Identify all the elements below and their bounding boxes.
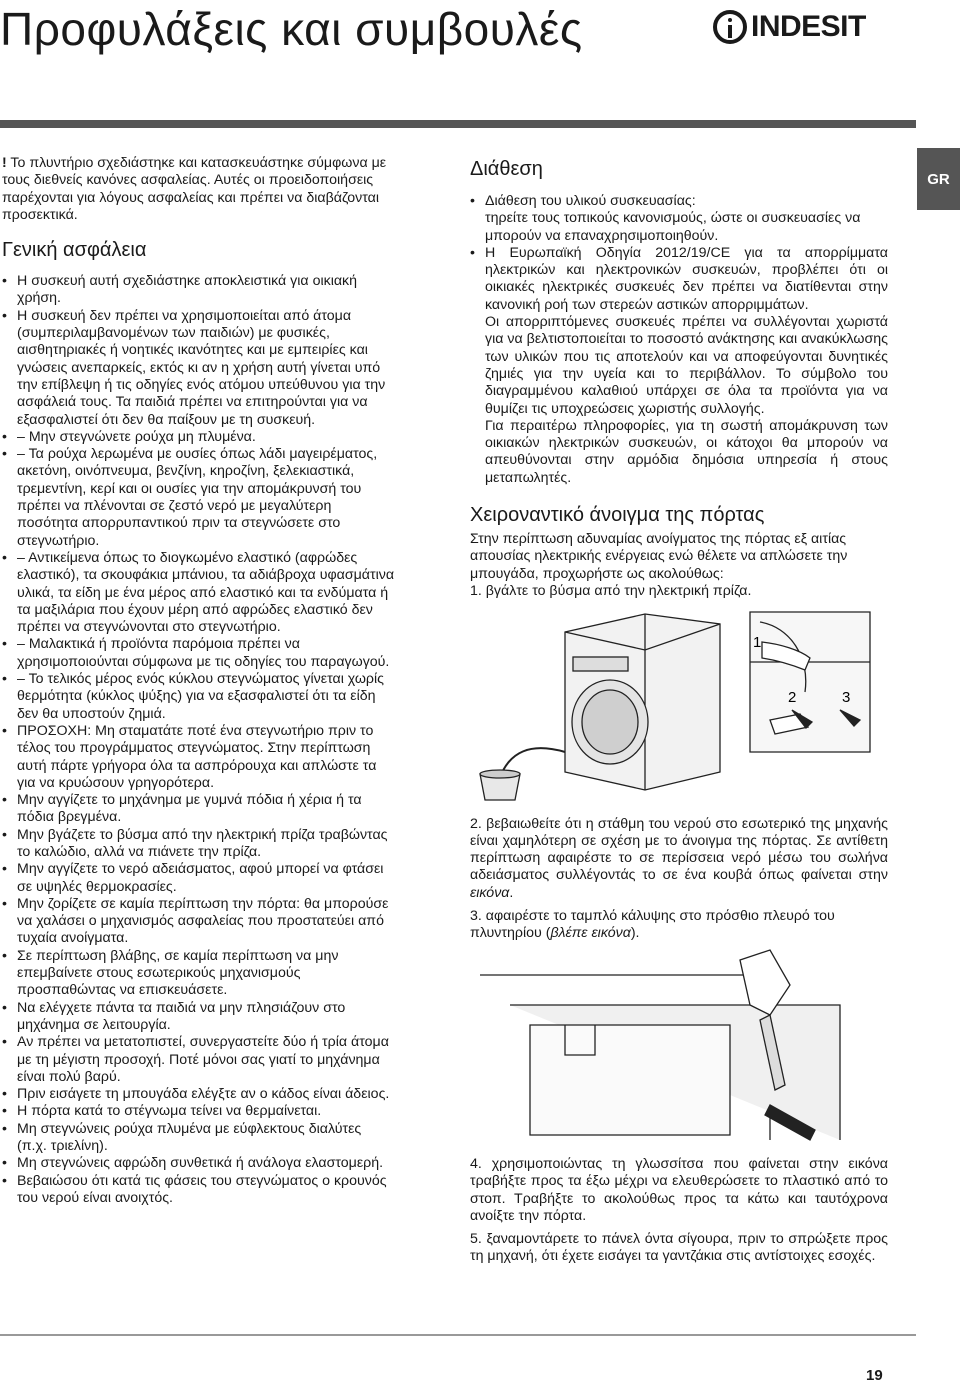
door-intro: Στην περίπτωση αδυναμίας ανοίγματος της πόρτας εξ αιτίας απουσίας ηλεκτρικής ενέργειας ενώ θέλετε να απλώσετε την μπουγάδα, προχωρήστε ως ακολούθως: — [470, 531, 848, 582]
list-item-text: Το τελικός μέρος ενός κύκλου στεγνώματος γίνεται χωρίς θερμότητα (κύκλος ψύξης) για να εξασφαλιστεί ότι τα είδη δεν θα υποστούν ζημιά. — [17, 671, 384, 722]
footer-rule — [0, 1334, 916, 1336]
list-item — [2, 429, 395, 446]
intro-paragraph — [2, 155, 395, 224]
step-3-text: 3. αφαιρέστε το ταμπλό κάλυψης στο πρόσθιο πλευρό του πλυντηρίου ( — [470, 908, 835, 942]
list-item — [2, 550, 395, 636]
safety-list — [2, 273, 395, 1207]
list-item — [470, 245, 888, 487]
list-item-text: Μην στεγνώνετε ρούχα μη πλυμένα. — [28, 428, 256, 445]
list-item-text: Τα ρούχα λερωμένα με ουσίες όπως λάδι μαγειρέματος, ακετόνη, οινόπνευμα, βενζίνη, κηροζίνη, ξελεκιαστικά, τρεμεντίνη, κερί και οι ουσίες για την απομάκρυνσή του πρέπει να πλένονται σε ζεστό νερό με μεγαλύτερη ποσότητα απορρυπαντικού πριν τα στεγνώσετε στο στεγνωτήριο. — [17, 446, 378, 549]
indesit-logo-icon — [713, 10, 747, 44]
intro-text: Το πλυντήριο σχεδιάστηκε και κατασκευάστηκε σύμφωνα με τους διεθνείς κανόνες ασφαλείας. Αυτές οι προειδοποιήσεις παρέχονται για λόγους ασφαλείας και πρέπει να διαβάζονται προσεκτικά. — [2, 155, 387, 223]
language-tab: GR — [917, 148, 960, 210]
list-item: • Μην βγάζετε το βύσμα από την ηλεκτρική πρίζα τραβώντας το καλώδιο, αλλά να πιάνετε την πρίζα. — [2, 827, 395, 862]
list-item-text: Μαλακτικά ή προϊόντα παρόμοια πρέπει να χρησιμοποιούνται σύμφωνα με τις οδηγίες του παραγωγού. — [17, 636, 390, 670]
weee-paragraph: Οι απορριπτόμενες συσκευές πρέπει να συλλέγονται χωριστά για να βελτιστοποιείται το ποσοστό ανάκτησης και ανακύκλωσης των υλικών που τις αποτελούν και να αποφεύγονται δυνητικές ζημιές για την υγεία και το περιβάλλον. Το σύμβολο του διαγραμμένου καλαθιού υπάρχει σε όλα τα προϊόντα για να θυμίζει τις υποχρεώσεις χωριστής συλλογής. — [485, 314, 888, 417]
brand-logo — [713, 6, 866, 48]
list-item: • Μην ζορίζετε σε καμία περίπτωση την πόρτα: θα μπορούσε να χαλάσει ο μηχανισμός ασφαλείας που προστατεύει από τυχαία ανοίγματα. — [2, 896, 395, 948]
list-item: • Μην αγγίζετε το νερό αδειάσματος, αφού μπορεί να φτάσει σε υψηλές θερμοκρασίες. — [2, 861, 395, 896]
step-2-text: 2. βεβαιωθείτε ότι η στάθμη του νερού στο εσωτερικό της μηχανής είναι χαμηλότερη σε σχέση με το άνοιγμα της πόρτας. Σε αντίθετη περίπτωση αφαιρέστε το σε περίσσεια νερό μέσω του σωλήνα αδειάσματος συλλέγοντάς το σε ένα κουβά όπως φαίνεται στην — [470, 815, 888, 884]
header-rule — [0, 120, 916, 128]
list-item: • Μη στεγνώνεις ρούχα πλυμένα με εύφλεκτους διαλύτες (π.χ. τριελίνη). — [2, 1121, 395, 1156]
disposal-item-title: • Διάθεση του υλικού συσκευασίας: — [485, 193, 696, 209]
general-safety-heading: Γενική ασφάλεια — [2, 239, 147, 262]
list-item: • Η συσκευή δεν πρέπει να χρησιμοποιείται από άτομα (συμπεριλαμβανομένων των παιδιών) με φυσικές, αισθητηριακές ή νοητικές ικανότητες και με εμπειρίες και γνώσεις ανεπαρκείς, εκτός κι αν η χρήση αυτή γίνεται υπό την επίβλεψη ή τις οδηγίες ενός ατόμου υπεύθυνου για την ασφάλειά τους. Τα παιδιά πρέπει να επιτηρούνται για να εξασφαλιστεί ότι δεν θα παίξουν με τη συσκευή. — [2, 308, 395, 429]
right-column — [470, 155, 888, 1266]
page-title: Προφυλάξεις και συμβουλές — [0, 3, 583, 55]
disposal-list — [470, 193, 888, 487]
figure-step-label: 1 — [753, 634, 762, 652]
left-column — [2, 155, 395, 1207]
list-item: • Η πόρτα κατά το στέγνωμα τείνει να θερμαίνεται. — [2, 1103, 395, 1120]
list-item: • Η συσκευή αυτή σχεδιάστηκε αποκλειστικά για οικιακή χρήση. — [2, 273, 395, 308]
list-item: • Μην αγγίζετε το μηχάνημα με γυμνά πόδια ή χέρια ή τα πόδια βρεγμένα. — [2, 792, 395, 827]
step-3-end: ). — [630, 925, 640, 942]
list-item: • Μη στεγνώνεις αφρώδη συνθετικά ή ανάλογα ελαστομερή. — [2, 1155, 395, 1172]
dash-mark: – — [17, 549, 29, 566]
step-2-em: εικόνα — [470, 884, 510, 901]
dash-mark: – — [17, 636, 29, 653]
list-item-text: ΠΡΟΣΟΧΗ: Μη σταματάτε ποτέ ένα στεγνωτήριο πριν το τέλος του προγράμματος στεγνώματος. Στην περίπτωση αυτή πάρτε γρήγορα όλα τα ασπρόρουχα και απλώστε τα για να κρυώσουν γρηγορότερα. — [17, 722, 377, 791]
step-5: 5. ξαναμοντάρετε το πάνελ όντα σίγουρα, πριν το σπρώξετε προς τη μηχανή, ότι έχετε εισάγει τα γαντζάκια στις αντίστοιχες εσοχές. — [470, 1231, 888, 1265]
dash-mark: – — [17, 446, 29, 463]
step-3 — [470, 908, 888, 943]
list-item: • Σε περίπτωση βλάβης, σε καμία περίπτωση να μην επεμβαίνετε στους εσωτερικούς μηχανισμούς προσπαθώντας να επισκευάσετε. — [2, 948, 395, 1000]
disposal-heading: Διάθεση — [470, 158, 543, 180]
list-item — [2, 671, 395, 723]
figure-front-panel — [470, 945, 888, 1145]
list-item — [2, 723, 395, 792]
list-item-text: Αντικείμενα όπως το διογκωμένο ελαστικό (αφρώδες ελαστικό), τα σκουφάκια μπάνιου, τα αδιάβροχα υφασμάτινα υλικά, τα είδη με ένα μέρος από ελαστικό και τα ενδύματα ή τα μαξιλάρια που έχουν μέρη από αφρώδες ελαστικό δεν πρέπει να στεγνώνονται στο στεγνωτήριο. — [17, 549, 395, 636]
figure-washer-drain — [470, 602, 888, 802]
step-4: 4. χρησιμοποιώντας τη γλωσσίτσα που φαίνεται στην εικόνα τραβήξτε προς τα έξω μέχρι να ελευθερώσετε το πλαστικό από το στοπ. Τραβήξτε το ακολούθως προς τα κάτω και ταυτόχρονα ανοίξτε την πόρτα. — [470, 1155, 888, 1224]
list-item: • Αν πρέπει να μετατοπιστεί, συνεργαστείτε δύο ή τρία άτομα με τη μέγιστη προσοχή. Ποτέ μόνοι σας γιατί το μηχάνημα είναι πολύ βαρύ. — [2, 1034, 395, 1086]
dash-mark: – — [17, 671, 29, 688]
door-opening-heading: Χειροναντικό άνοιγμα της πόρτας — [470, 504, 765, 527]
page-number: 19 — [866, 1367, 883, 1384]
warning-mark: ! — [2, 155, 7, 171]
list-item — [2, 636, 395, 671]
step-2: 2. βεβαιωθείτε ότι η στάθμη του νερού στο εσωτερικό της μηχανής είναι χαμηλότερη σε σχέση με το άνοιγμα της πόρτας. Σε αντίθετη περίπτωση αφαιρέστε το σε περίσσεια νερό μέσω του σωλήνα αδειάσματος συλλέγοντάς το σε ένα κουβά όπως φαίνεται στην εικόνα. — [470, 815, 888, 901]
disposal-item-text: τηρείτε τους τοπικούς κανονισμούς, ώστε οι συσκευασίες να μπορούν να επαναχρησιμοποιηθούν. — [485, 210, 861, 244]
figure-step-label: 2 — [788, 689, 797, 707]
logo-text: INDESIT — [751, 10, 866, 43]
dash-mark: – — [17, 428, 29, 445]
list-item: • Πριν εισάγετε τη μπουγάδα ελέγξτε αν ο κάδος είναι άδειος. — [2, 1086, 395, 1103]
list-item — [2, 446, 395, 550]
step-1: 1. βγάλτε το βύσμα από την ηλεκτρική πρίζα. — [470, 582, 752, 599]
list-item: • Να ελέγχετε πάντα τα παιδιά να μην πλησιάζουν στο μηχάνημα σε λειτουργία. — [2, 1000, 395, 1035]
list-item: • Βεβαιώσου ότι κατά τις φάσεις του στεγνώματος ο κρουνός του νερού είναι ανοιχτός. — [2, 1173, 395, 1208]
weee-paragraph: • Η Ευρωπαϊκή Οδηγία 2012/19/CE για τα απορρίμματα ηλεκτρικών και ηλεκτρονικών συσκευών, προβλέπει ότι οι οικιακές ηλεκτρικές συσκευές δεν πρέπει να διατίθενται στην κανονική ροή των στερεών αστικών απορριμμάτων. — [485, 244, 888, 313]
step-3-em: βλέπε εικόνα — [550, 925, 631, 942]
list-item — [470, 193, 888, 245]
weee-paragraph: Για περαιτέρω πληροφορίες, για τη σωστή απομάκρυνση των οικιακών ηλεκτρικών συσκευών, οι κάτοχοι θα μπορούν να απευθύνονται στην αρμόδια δημόσια υπηρεσία ή στους μεταπωλητές. — [485, 417, 888, 486]
figure-step-label: 3 — [842, 689, 851, 707]
